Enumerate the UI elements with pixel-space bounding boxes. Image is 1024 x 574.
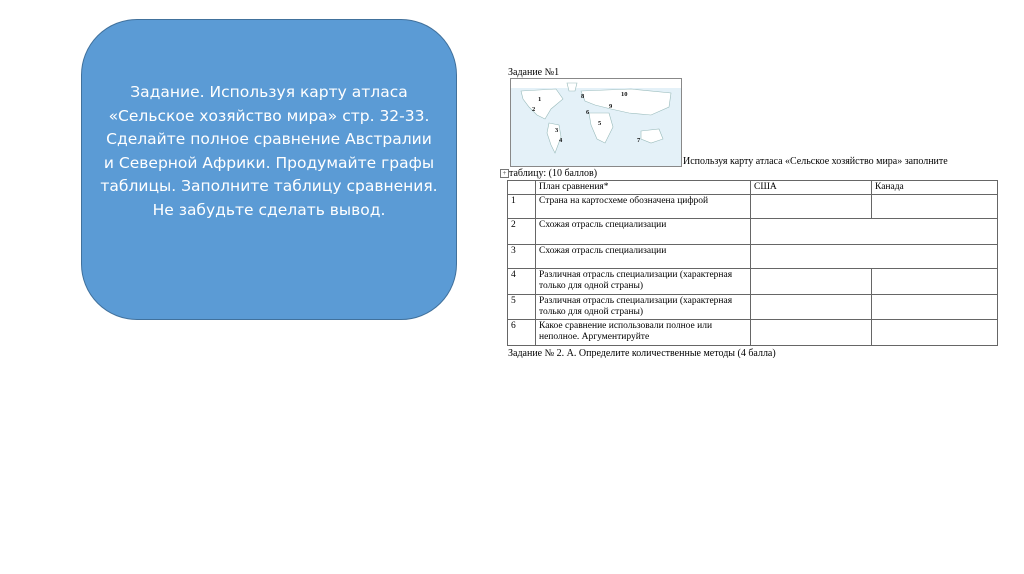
table-header-row bbox=[508, 181, 998, 195]
plan-cell: Различная отрасль специализации (характерная только для одной страны) bbox=[536, 269, 751, 295]
document-image bbox=[500, 62, 1000, 358]
map-number: 10 bbox=[621, 91, 628, 98]
header-cell: Канада bbox=[872, 181, 998, 195]
table-row bbox=[508, 269, 998, 295]
plan-cell: Страна на картосхеме обозначена цифрой bbox=[536, 195, 751, 219]
map-land-shapes bbox=[511, 79, 681, 166]
row-number: 5 bbox=[508, 295, 536, 320]
usa-cell bbox=[751, 320, 872, 346]
table-row bbox=[508, 219, 998, 245]
table-row bbox=[508, 320, 998, 346]
header-cell: План сравнения* bbox=[536, 181, 751, 195]
plan-cell: Схожая отрасль специализации bbox=[536, 219, 751, 245]
map-number: 2 bbox=[532, 106, 536, 113]
map-number: 7 bbox=[637, 137, 641, 144]
merged-cell bbox=[751, 219, 998, 245]
comparison-table bbox=[507, 180, 998, 346]
plan-cell: Какое сравнение использовали полное или неполное. Аргументируйте bbox=[536, 320, 751, 346]
table-move-handle-icon[interactable]: + bbox=[500, 169, 509, 178]
map-number: 8 bbox=[581, 93, 585, 100]
map-number: 6 bbox=[586, 109, 590, 116]
table-row bbox=[508, 245, 998, 269]
canada-cell bbox=[872, 269, 998, 295]
usa-cell bbox=[751, 195, 872, 219]
map-number: 9 bbox=[609, 103, 613, 110]
plan-cell: Различная отрасль специализации (характерная только для одной страны) bbox=[536, 295, 751, 320]
world-map bbox=[510, 78, 682, 167]
table-row bbox=[508, 295, 998, 320]
map-number: 1 bbox=[538, 96, 542, 103]
usa-cell bbox=[751, 295, 872, 320]
instruction-line: Используя карту атласа «Сельское хозяйство мира» заполните bbox=[683, 156, 948, 167]
map-number: 3 bbox=[555, 127, 559, 134]
task-text: Задание. Используя карту атласа «Сельское хозяйство мира» стр. 32-33. Сделайте полное сравнение Австралии и Северной Африки. Продумайте графы таблицы. Заполните таблицу сравнения. Не забудьте сделать вывод. bbox=[100, 83, 438, 219]
row-number: 2 bbox=[508, 219, 536, 245]
canada-cell bbox=[872, 320, 998, 346]
task-card bbox=[81, 19, 457, 320]
header-cell bbox=[508, 181, 536, 195]
merged-cell bbox=[751, 245, 998, 269]
usa-cell bbox=[751, 269, 872, 295]
header-cell: США bbox=[751, 181, 872, 195]
next-task-line: Задание № 2. А. Определите количественные методы (4 балла) bbox=[508, 348, 776, 358]
canada-cell bbox=[872, 295, 998, 320]
plan-cell: Схожая отрасль специализации bbox=[536, 245, 751, 269]
canada-cell bbox=[872, 195, 998, 219]
table-row bbox=[508, 195, 998, 219]
instruction-line-2: таблицу: (10 баллов) bbox=[509, 168, 598, 179]
row-number: 1 bbox=[508, 195, 536, 219]
map-number: 4 bbox=[559, 137, 563, 144]
row-number: 6 bbox=[508, 320, 536, 346]
row-number: 4 bbox=[508, 269, 536, 295]
row-number: 3 bbox=[508, 245, 536, 269]
map-number: 5 bbox=[598, 120, 602, 127]
document-title: Задание №1 bbox=[508, 67, 560, 78]
